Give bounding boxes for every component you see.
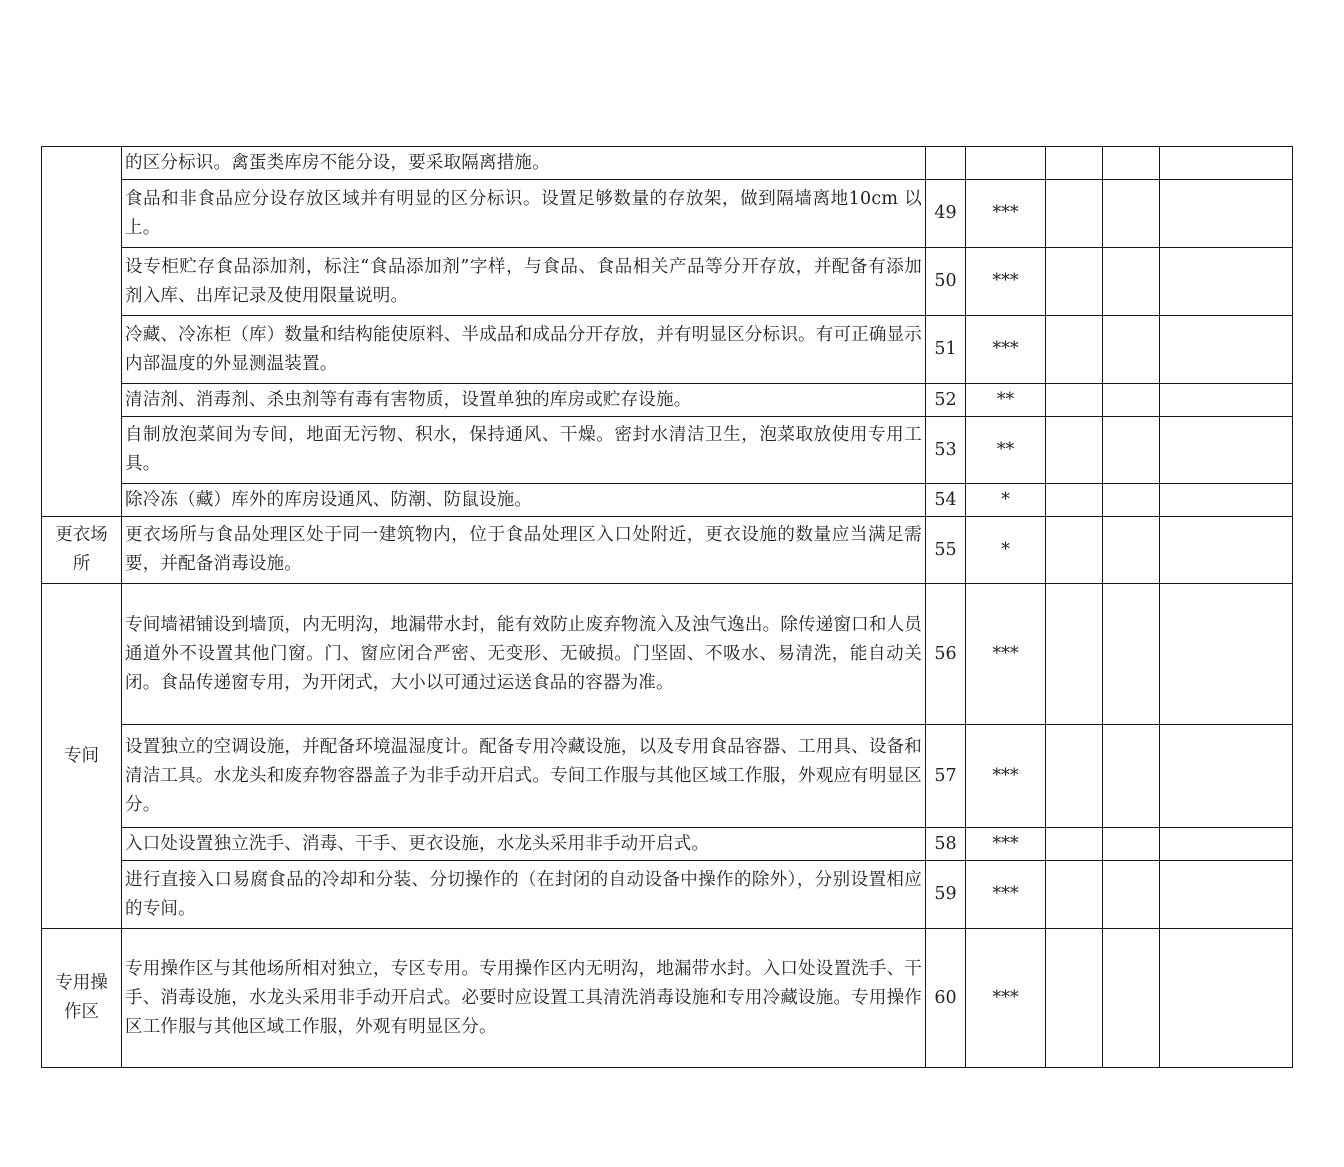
blank-cell	[1046, 180, 1103, 248]
blank-cell	[1103, 584, 1160, 725]
table-row	[42, 417, 1293, 484]
blank-cell	[1046, 929, 1103, 1068]
table-row	[42, 316, 1293, 384]
table-row	[42, 725, 1293, 828]
importance-level: ***	[966, 861, 1046, 929]
importance-level: ***	[966, 316, 1046, 384]
blank-cell	[1160, 484, 1293, 517]
requirement-text: 专间墙裙铺设到墙顶，内无明沟，地漏带水封，能有效防止废弃物流入及浊气逸出。除传递窗口和人员通道外不设置其他门窗。门、窗应闭合严密、无变形、无破损。门坚固、不吸水、易清洗，能自动关闭。食品传递窗专用，为开闭式，大小以可通过运送食品的容器为准。	[122, 584, 926, 725]
blank-cell	[1103, 147, 1160, 180]
blank-cell	[1103, 417, 1160, 484]
category-cell-storage	[42, 147, 122, 517]
blank-cell	[1103, 725, 1160, 828]
item-number: 53	[926, 417, 966, 484]
importance-level: ***	[966, 828, 1046, 861]
importance-level: *	[966, 517, 1046, 584]
blank-cell	[1160, 828, 1293, 861]
requirement-text: 入口处设置独立洗手、消毒、干手、更衣设施，水龙头采用非手动开启式。	[122, 828, 926, 861]
blank-cell	[1046, 417, 1103, 484]
table-row	[42, 584, 1293, 725]
blank-cell	[1160, 384, 1293, 417]
item-number: 56	[926, 584, 966, 725]
blank-cell	[1103, 484, 1160, 517]
importance-level: ***	[966, 929, 1046, 1068]
blank-cell	[1160, 584, 1293, 725]
blank-cell	[1160, 929, 1293, 1068]
item-number: 55	[926, 517, 966, 584]
requirement-text: 除冷冻（藏）库外的库房设通风、防潮、防鼠设施。	[122, 484, 926, 517]
table-row	[42, 180, 1293, 248]
requirement-text: 设专柜贮存食品添加剂，标注“食品添加剂”字样，与食品、食品相关产品等分开存放，并配备有添加剂入库、出库记录及使用限量说明。	[122, 248, 926, 316]
blank-cell	[1160, 248, 1293, 316]
importance-level: ***	[966, 180, 1046, 248]
blank-cell	[1103, 861, 1160, 929]
requirement-text: 更衣场所与食品处理区处于同一建筑物内，位于食品处理区入口处附近，更衣设施的数量应当满足需要，并配备消毒设施。	[122, 517, 926, 584]
blank-cell	[1046, 828, 1103, 861]
blank-cell	[1046, 248, 1103, 316]
blank-cell	[1103, 316, 1160, 384]
blank-cell	[1103, 180, 1160, 248]
item-number: 60	[926, 929, 966, 1068]
table-row	[42, 828, 1293, 861]
table-row	[42, 248, 1293, 316]
item-number	[926, 147, 966, 180]
table-row	[42, 517, 1293, 584]
requirement-text: 自制放泡菜间为专间，地面无污物、积水，保持通风、干燥。密封水清洁卫生，泡菜取放使用专用工具。	[122, 417, 926, 484]
importance-level: *	[966, 484, 1046, 517]
requirement-text: 进行直接入口易腐食品的冷却和分装、分切操作的（在封闭的自动设备中操作的除外），分别设置相应的专间。	[122, 861, 926, 929]
blank-cell	[1046, 725, 1103, 828]
category-cell: 专间	[42, 584, 122, 929]
table-row	[42, 484, 1293, 517]
blank-cell	[1046, 517, 1103, 584]
requirement-text: 冷藏、冷冻柜（库）数量和结构能使原料、半成品和成品分开存放，并有明显区分标识。有可正确显示内部温度的外显测温装置。	[122, 316, 926, 384]
table-row	[42, 929, 1293, 1068]
blank-cell	[1160, 316, 1293, 384]
item-number: 54	[926, 484, 966, 517]
item-number: 57	[926, 725, 966, 828]
blank-cell	[1160, 180, 1293, 248]
requirement-text: 专用操作区与其他场所相对独立，专区专用。专用操作区内无明沟，地漏带水封。入口处设置洗手、干手、消毒设施，水龙头采用非手动开启式。必要时应设置工具清洗消毒设施和专用冷藏设施。专用操作区工作服与其他区域工作服，外观有明显区分。	[122, 929, 926, 1068]
blank-cell	[1046, 316, 1103, 384]
item-number: 58	[926, 828, 966, 861]
blank-cell	[1103, 929, 1160, 1068]
blank-cell	[1046, 384, 1103, 417]
blank-cell	[1103, 248, 1160, 316]
blank-cell	[1046, 147, 1103, 180]
requirement-text: 的区分标识。禽蛋类库房不能分设，要采取隔离措施。	[122, 147, 926, 180]
blank-cell	[1103, 517, 1160, 584]
item-number: 49	[926, 180, 966, 248]
importance-level	[966, 147, 1046, 180]
table-row	[42, 147, 1293, 180]
blank-cell	[1160, 517, 1293, 584]
requirement-text: 食品和非食品应分设存放区域并有明显的区分标识。设置足够数量的存放架，做到隔墙离地10cm 以上。	[122, 180, 926, 248]
table-row	[42, 384, 1293, 417]
item-number: 50	[926, 248, 966, 316]
blank-cell	[1046, 584, 1103, 725]
requirement-text: 清洁剂、消毒剂、杀虫剂等有毒有害物质，设置单独的库房或贮存设施。	[122, 384, 926, 417]
inspection-table	[41, 146, 1293, 1068]
item-number: 51	[926, 316, 966, 384]
importance-level: ***	[966, 248, 1046, 316]
item-number: 59	[926, 861, 966, 929]
blank-cell	[1160, 147, 1293, 180]
blank-cell	[1046, 861, 1103, 929]
category-cell: 更衣场所	[42, 517, 122, 584]
category-cell: 专用操作区	[42, 929, 122, 1068]
importance-level: ***	[966, 725, 1046, 828]
requirement-text: 设置独立的空调设施，并配备环境温湿度计。配备专用冷藏设施，以及专用食品容器、工用具、设备和清洁工具。水龙头和废弃物容器盖子为非手动开启式。专间工作服与其他区域工作服，外观应有明显区分。	[122, 725, 926, 828]
blank-cell	[1160, 861, 1293, 929]
importance-level: **	[966, 384, 1046, 417]
item-number: 52	[926, 384, 966, 417]
blank-cell	[1103, 384, 1160, 417]
importance-level: **	[966, 417, 1046, 484]
blank-cell	[1046, 484, 1103, 517]
blank-cell	[1160, 417, 1293, 484]
blank-cell	[1103, 828, 1160, 861]
table-row	[42, 861, 1293, 929]
blank-cell	[1160, 725, 1293, 828]
importance-level: ***	[966, 584, 1046, 725]
